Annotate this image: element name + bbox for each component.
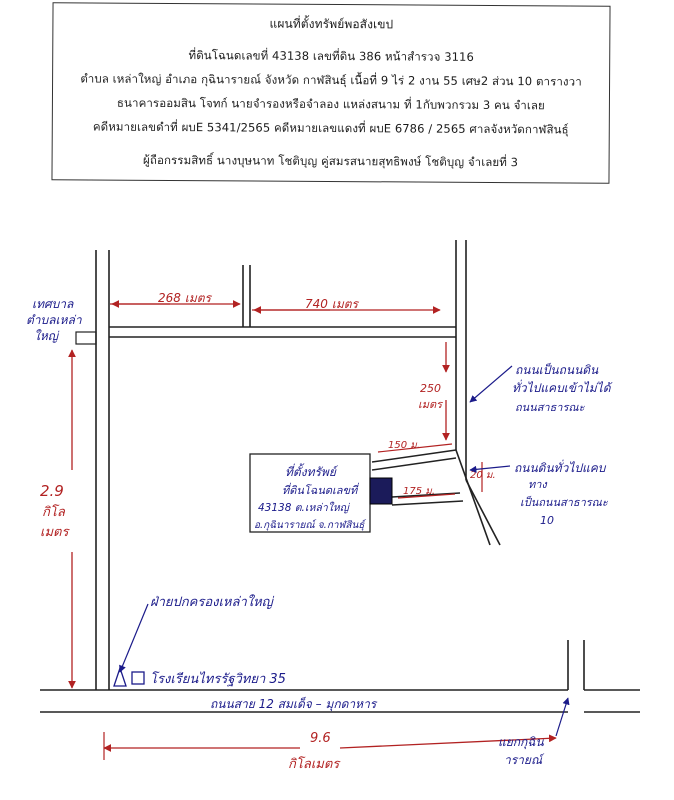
svg-text:150 ม.: 150 ม. bbox=[388, 440, 421, 451]
svg-text:ารายณ์: ารายณ์ bbox=[504, 753, 543, 767]
svg-text:ที่ดินโฉนดเลขที่: ที่ดินโฉนดเลขที่ bbox=[282, 484, 358, 497]
svg-text:250: 250 bbox=[420, 382, 441, 395]
left-vertical-road bbox=[96, 250, 109, 690]
svg-text:ใหญ่: ใหญ่ bbox=[34, 329, 58, 343]
distance-20m bbox=[470, 462, 496, 492]
location-sketch-map bbox=[0, 190, 674, 800]
distance-268m bbox=[110, 291, 240, 305]
svg-text:740 เมตร: 740 เมตร bbox=[305, 297, 358, 311]
school-landmark bbox=[114, 668, 286, 687]
svg-text:20 ม.: 20 ม. bbox=[470, 470, 496, 481]
side-road-upper bbox=[372, 450, 456, 470]
distance-175m bbox=[398, 486, 455, 498]
svg-text:175 ม.: 175 ม. bbox=[403, 486, 436, 497]
svg-text:43138 ต.เหล่าใหญ่: 43138 ต.เหล่าใหญ่ bbox=[258, 502, 349, 514]
junction-label bbox=[498, 698, 568, 767]
header-line-owner: ผู้ถือกรรมสิทธิ์ นางบุษนาท โชติบุญ คู่สมรสนายสุทธิพงษ์ โชติบุญ จำเลยที่ 3 bbox=[143, 152, 519, 170]
header-line-location: ตำบล เหล่าใหญ่ อำเภอ กุฉินารายณ์ จังหวัด กาฬสินธุ์ เนื้อที่ 9 ไร่ 2 งาน 55 เศษ2 ส่วน 10 ตารางวา bbox=[80, 71, 582, 89]
svg-text:ถนนดินทั่วไปแคบ: ถนนดินทั่วไปแคบ bbox=[514, 461, 606, 475]
svg-text:โรงเรียนไทรรัฐวิทยา 35: โรงเรียนไทรรัฐวิทยา 35 bbox=[150, 672, 286, 687]
svg-text:ตำบลเหล่า: ตำบลเหล่า bbox=[26, 313, 82, 327]
right-vertical-road bbox=[456, 240, 500, 545]
svg-text:กิโลเมตร: กิโลเมตร bbox=[288, 757, 340, 772]
svg-text:9.6: 9.6 bbox=[310, 731, 331, 746]
distance-9-6km bbox=[104, 731, 556, 772]
district-office-label bbox=[120, 594, 275, 672]
header-line-deed: ที่ดินโฉนดเลขที่ 43138 เลขที่ดิน 386 หน้าสำรวจ 3116 bbox=[188, 48, 474, 64]
property-parcel-marker bbox=[370, 478, 392, 504]
svg-text:แยกกุฉิน: แยกกุฉิน bbox=[498, 735, 544, 749]
road-note-upper bbox=[470, 362, 613, 414]
svg-text:10: 10 bbox=[540, 514, 554, 527]
svg-text:เมตร: เมตร bbox=[418, 398, 443, 411]
svg-text:เป็นถนนสาธารณะ: เป็นถนนสาธารณะ bbox=[520, 496, 608, 509]
svg-text:ทั่วไปแคบเข้าไม่ได้: ทั่วไปแคบเข้าไม่ได้ bbox=[512, 381, 611, 395]
svg-text:ถนนสาธารณะ: ถนนสาธารณะ bbox=[515, 401, 585, 414]
svg-text:268 เมตร: 268 เมตร bbox=[158, 291, 211, 305]
svg-text:อ.กุฉินารายณ์ จ.กาฬสินธุ์: อ.กุฉินารายณ์ จ.กาฬสินธุ์ bbox=[254, 520, 365, 531]
svg-text:ทาง: ทาง bbox=[528, 478, 547, 491]
svg-text:2.9: 2.9 bbox=[40, 482, 64, 500]
svg-text:ถนนเป็นถนนดิน: ถนนเป็นถนนดิน bbox=[515, 363, 599, 377]
distance-150m bbox=[378, 440, 452, 452]
svg-text:ฝ่ายปกครองเหล่าใหญ่: ฝ่ายปกครองเหล่าใหญ่ bbox=[150, 595, 273, 610]
highway-label: ถนนสาย 12 สมเด็จ – มุกดาหาร bbox=[210, 697, 377, 711]
svg-text:เทศบาล: เทศบาล bbox=[32, 297, 74, 311]
header-line-case: คดีหมายเลขดำที่ ผบE 5341/2565 คดีหมายเลขแดงที่ ผบE 6786 / 2565 ศาลจังหวัดกาฬสินธุ์ bbox=[92, 119, 569, 137]
distance-250m bbox=[418, 342, 446, 440]
municipality-label bbox=[26, 297, 83, 343]
distance-740m bbox=[252, 297, 440, 311]
municipality-marker bbox=[76, 332, 96, 344]
header-box bbox=[51, 2, 610, 183]
header-title: แผนที่ตั้งทรัพย์พอสังเขป bbox=[269, 16, 394, 32]
header-line-parties: ธนาคารออมสิน โจทก์ นายจำรองหรือจำลอง แหล่งสนาม ที่ 1กับพวกรวม 3 คน จำเลย bbox=[116, 95, 545, 113]
svg-text:กิโล: กิโล bbox=[42, 505, 65, 520]
svg-text:เมตร: เมตร bbox=[40, 525, 69, 540]
svg-text:ที่ตั้งทรัพย์: ที่ตั้งทรัพย์ bbox=[285, 465, 336, 479]
property-description-box bbox=[250, 454, 370, 532]
distance-2-9km bbox=[40, 350, 72, 688]
